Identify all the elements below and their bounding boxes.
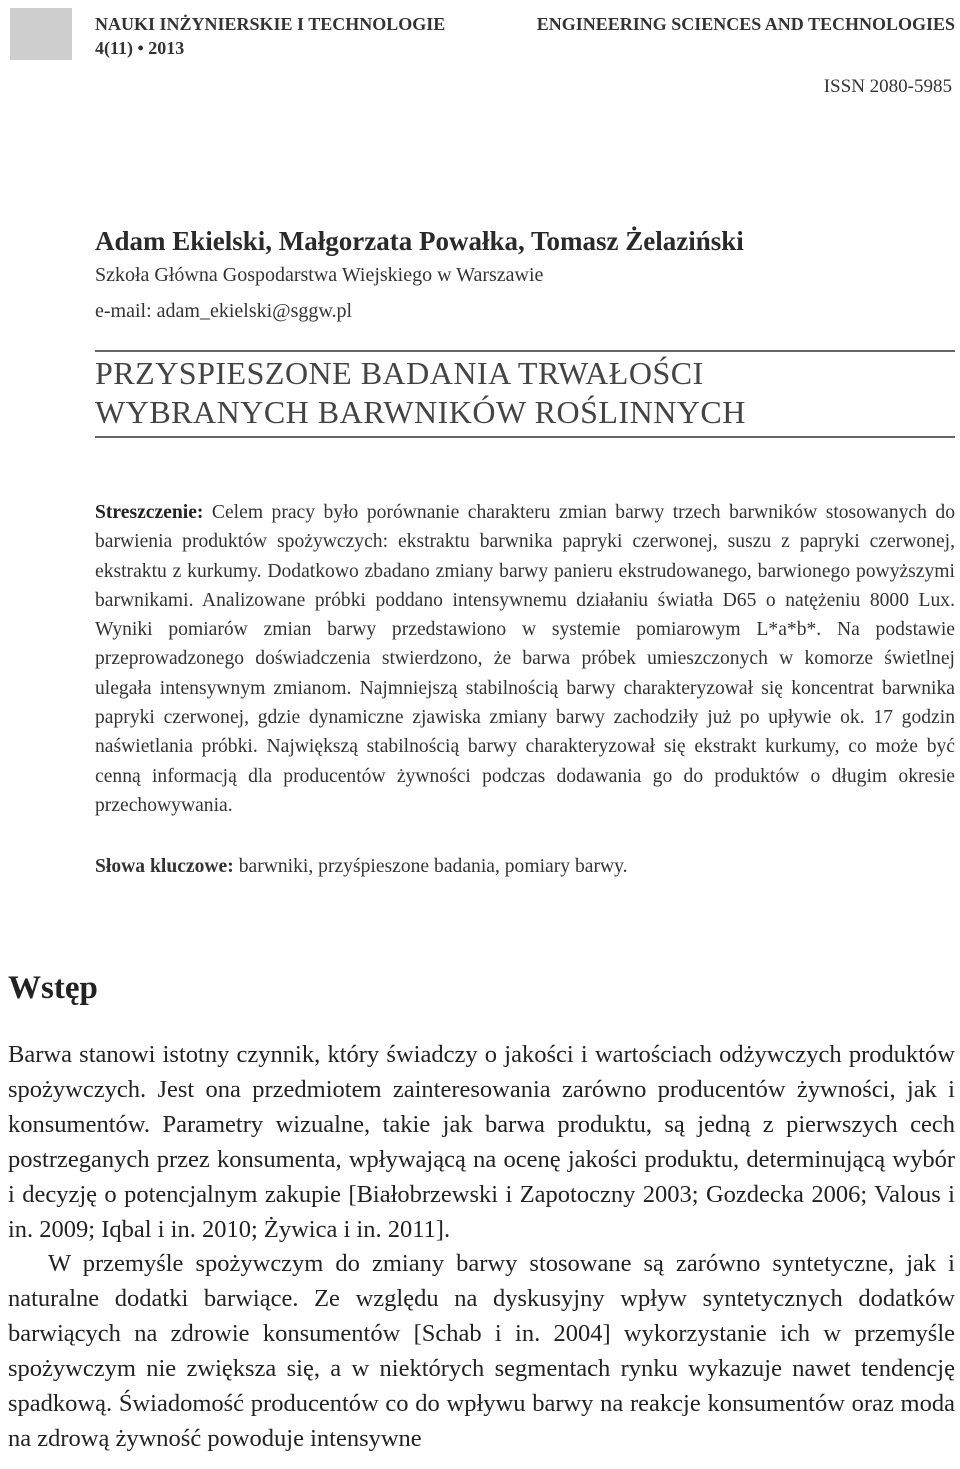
abstract-label: Streszczenie: xyxy=(95,502,204,523)
keywords-label: Słowa kluczowe: xyxy=(95,856,234,877)
affiliation: Szkoła Główna Gospodarstwa Wiejskiego w Warszawie xyxy=(95,264,544,286)
title-rule-top xyxy=(95,350,955,352)
section-heading: Wstęp xyxy=(8,970,98,1006)
body-text xyxy=(8,1038,955,1457)
journal-name-pl: NAUKI INŻYNIERSKIE I TECHNOLOGIE xyxy=(95,14,446,34)
authors: Adam Ekielski, Małgorzata Powałka, Tomasz Żelaziński xyxy=(95,226,744,256)
keywords-text: barwniki, przyśpieszone badania, pomiary barwy. xyxy=(233,856,628,877)
abstract xyxy=(95,498,955,820)
keywords xyxy=(95,856,955,878)
title-rule-bottom xyxy=(95,436,955,438)
paragraph-1: Barwa stanowi istotny czynnik, który świadczy o jakości i wartościach odżywczych produktów spożywczych. Jest ona przedmiotem zainteresowania zarówno producentów żywności, jak i konsumentów. Parametry wizualne, takie jak barwa produktu, są jedną z pierwszych cech postrzeganych przez konsumenta, wpływającą na ocenę jakości produktu, determinującą wybór i decyzję o potencjalnym zakupie [Białobrzewski i Zapotoczny 2003; Gozdecka 2006; Valous i in. 2009; Iqbal i in. 2010; Żywica i in. 2011]. xyxy=(8,1041,955,1243)
abstract-text: Celem pracy było porównanie charakteru zmian barwy trzech barwników stosowanych do barwienia produktów spożywczych: ekstraktu barwnika papryki czerwonej, suszu z papryki czerwonej, ekstraktu z kurkumy. Dodatkowo zbadano zmiany barwy panieru ekstrudowanego, barwionego powyższymi barwnikami. Analizowane próbki poddano intensywnemu działaniu światła D65 o natężeniu 8000 Lux. Wyniki pomiarów zmian barwy przedstawiono w systemie pomiarowym L*a*b*. Na podstawie przeprowadzonego doświadczenia stwierdzono, że barwa próbek umieszczonych w komorze świetlnej ulegała intensywnym zmianom. Najmniejszą stabilnością barwy charakteryzował się koncentrat barwnika papryki czerwonej, gdzie dynamiczne zjawiska zmiany barwy zachodziły już po upływie ok. 17 godzin naświetlania próbki. Największą stabilnością barwy charakteryzował się ekstrakt kurkumy, co może być cenną informacją dla producentów żywności podczas dodawania go do produktów o długim okresie przechowywania. xyxy=(95,502,955,816)
paper-title xyxy=(95,354,955,432)
issue-number: 4(11) • 2013 xyxy=(95,38,185,58)
issn: ISSN 2080-5985 xyxy=(823,76,952,97)
journal-header xyxy=(95,12,955,60)
title-line-1: PRZYSPIESZONE BADANIA TRWAŁOŚCI xyxy=(95,355,704,391)
paragraph-2: W przemyśle spożywczym do zmiany barwy stosowane są zarówno syntetyczne, jak i naturalne dodatki barwiące. Ze względu na dyskusyjny wpływ syntetycznych dodatków barwiących na zdrowie konsumentów [Schab i in. 2004] wykorzystanie ich w przemyśle spożywczym nie zwiększa się, a w niektórych segmentach rynku wykazuje nawet tendencję spadkową. Świadomość producentów co do wpływu barwy na reakcje konsumentów oraz moda na zdrową żywność powoduje intensywne xyxy=(8,1250,955,1452)
title-line-2: WYBRANYCH BARWNIKÓW ROŚLINNYCH xyxy=(95,394,746,430)
journal-name-en: ENGINEERING SCIENCES AND TECHNOLOGIES xyxy=(536,14,955,34)
journal-logo-block xyxy=(10,8,72,60)
email: e-mail: adam_ekielski@sggw.pl xyxy=(95,300,353,322)
